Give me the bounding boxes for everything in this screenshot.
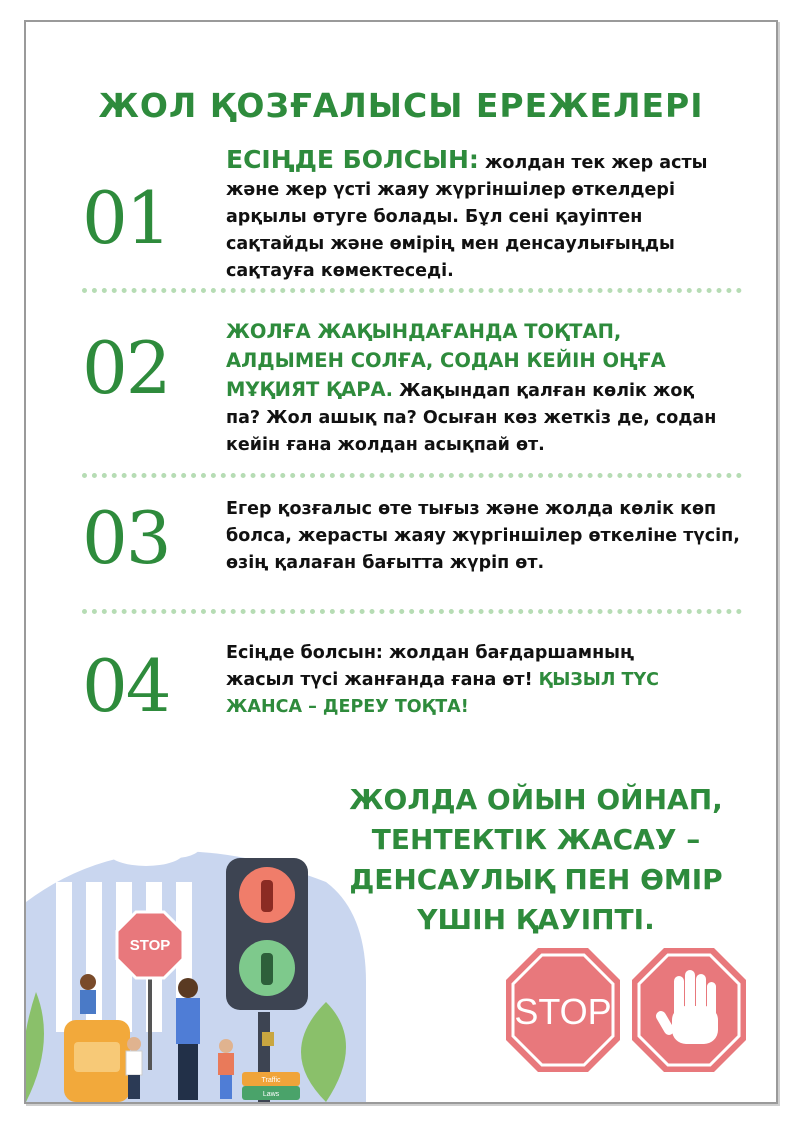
adult-figure [178, 978, 198, 998]
rule-text: Жақындап қалған көлік жоқ па? Жол ашық па? Осыған көз жеткіз де, содан кейін ғана жолдан асықпай өт. [226, 381, 717, 455]
rule-item [226, 496, 746, 577]
child-figure [219, 1039, 233, 1053]
rule-item [226, 640, 696, 721]
rule-highlight: ЕСІҢДЕ БОЛСЫН: [226, 145, 479, 174]
dotted-divider [82, 288, 742, 293]
poster-title: ЖОЛ ҚОЗҒАЛЫСЫ ЕРЕЖЕЛЕРІ [98, 86, 704, 125]
warning-line: ТЕНТЕКТІК ЖАСАУ – [371, 823, 701, 856]
item-number: 03 [82, 496, 170, 580]
rule-text: Егер қозғалыс өте тығыз және жолда көлік көп болса, жерасты жаяу жүргіншілер өткеліне түсіп, өзің қалаған бағытта жүріп өт. [226, 499, 740, 573]
dotted-divider [82, 609, 742, 614]
rule-text: жолдан тек жер асты және жер үсті жаяу жүргіншілер өткелдері арқылы өтуге болады. Бұл сені қауіптен сақтайды және өмірің мен денсаулығыңды сақтауға көмектеседі. [226, 153, 708, 281]
warning-signs [504, 946, 749, 1074]
item-number: 02 [82, 326, 170, 410]
safety-warning [316, 780, 756, 940]
poster-frame [24, 20, 778, 1104]
rule-text: Есіңде болсын: жолдан бағдаршамның жасыл түсі жанғанда ғана өт! [226, 643, 635, 690]
warning-line: ДЕНСАУЛЫҚ ПЕН ӨМІР [349, 863, 723, 896]
child-figure [80, 974, 96, 990]
child-figure [127, 1037, 141, 1051]
warning-line: ҮШІН ҚАУІПТІ. [417, 903, 655, 936]
stop-sign-label: STOP [514, 991, 612, 1032]
item-number: 01 [82, 176, 170, 260]
rule-highlight: ЖОЛҒА ЖАҚЫНДАҒАНДА ТОҚТАП, АЛДЫМЕН СОЛҒА, СОДАН КЕЙІН ОҢҒА МҰҚИЯТ ҚАРА. [226, 320, 666, 401]
rule-item [226, 146, 746, 285]
svg-text:Laws: Laws [262, 1091, 280, 1098]
traffic-illustration [26, 822, 366, 1102]
dotted-divider [82, 473, 742, 478]
warning-line: ЖОЛДА ОЙЫН ОЙНАП, [349, 783, 723, 816]
svg-text:Traffic: Traffic [261, 1077, 281, 1084]
item-number: 04 [82, 644, 170, 728]
rule-highlight: ҚЫЗЫЛ ТҮС ЖАНСА – ДЕРЕУ ТОҚТА! [226, 670, 659, 717]
stop-sign-label: STOP [129, 937, 171, 954]
rule-item [226, 318, 726, 459]
